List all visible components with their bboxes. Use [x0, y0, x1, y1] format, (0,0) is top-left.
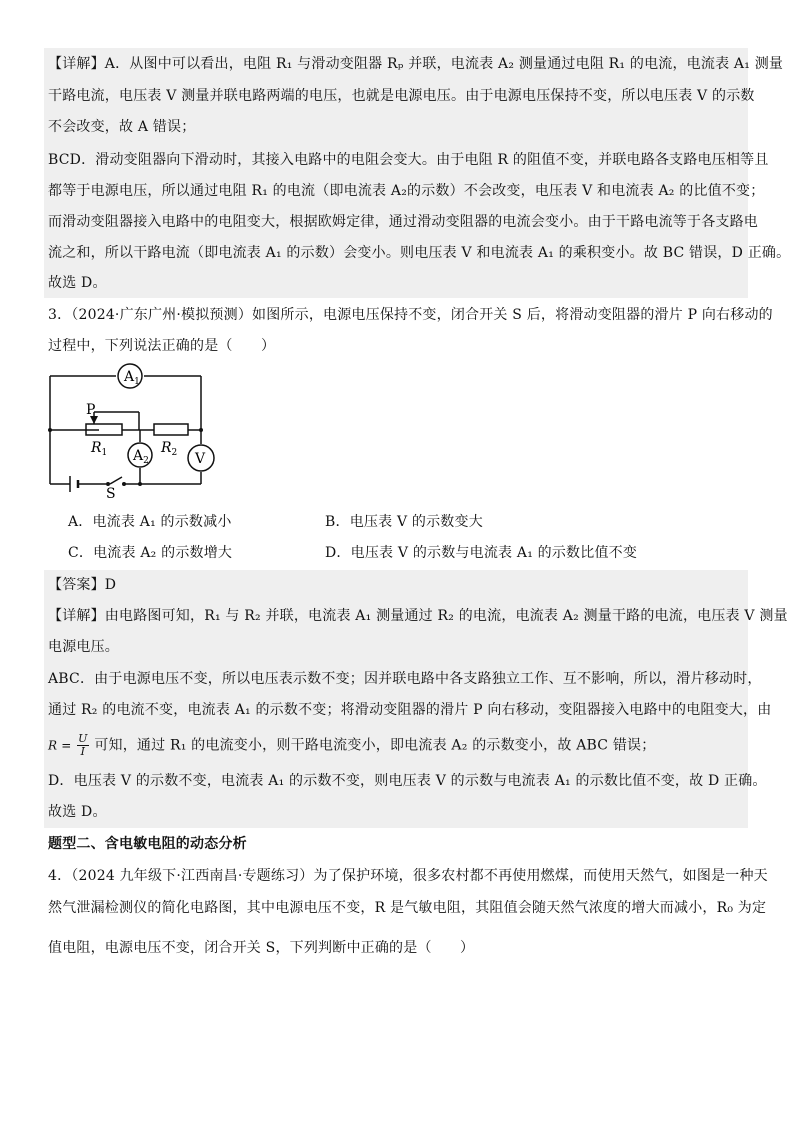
- q4-stem-line: 然气泄漏检测仪的简化电路图，其中电源电压不变，R 是气敏电阻，其阻值会随天然气浓度的增大而减小，R₀ 为定: [48, 900, 767, 916]
- q2-explain-line: 流之和，所以干路电流（即电流表 A₁ 的示数）会变小。则电压表 V 和电流表 A₁ 的乘积变小。故 BC 错误，D 正确。: [48, 245, 791, 261]
- formula-rest: 可知，通过 R₁ 的电流变小，则干路电流变小，即电流表 A₂ 的示数变小，故 ABC 错误；: [94, 737, 656, 754]
- q3-stem-line: 3．（2024·广东广州·模拟预测）如图所示，电源电压保持不变，闭合开关 S 后，将滑动变阻器的滑片 P 向右移动的: [48, 307, 773, 323]
- q3-circuit-diagram: [44, 360, 224, 500]
- q3-stem-line: 过程中，下列说法正确的是（ ）: [48, 338, 276, 354]
- resistor-r2: [154, 424, 188, 435]
- q3-explain-line: D．电压表 V 的示数不变，电流表 A₁ 的示数不变，则电压表 V 的示数与电流表 A₁ 的示数比值不变，故 D 正确。: [48, 773, 767, 789]
- option-c: C．电流表 A₂ 的示数增大: [68, 545, 233, 561]
- a1-label: $A_1$: [124, 369, 140, 387]
- q2-explain-line: 都等于电源电压，所以通过电阻 R₁ 的电流（即电流表 A₂的示数）不会改变，电压表 V 和电流表 A₂ 的比值不变；: [48, 183, 765, 199]
- q4-stem-line: 值电阻，电源电压不变，闭合开关 S，下列判断中正确的是（ ）: [48, 940, 475, 956]
- q2-explain-line: 故选 D。: [48, 275, 107, 291]
- r1-label: $R_1$: [91, 440, 108, 458]
- option-a: A．电流表 A₁ 的示数减小: [68, 514, 232, 530]
- q2-explain-line: 而滑动变阻器接入电路中的电阻变大，根据欧姆定律，通过滑动变阻器的电流会变小。由于干路电流等于各支路电: [48, 214, 758, 230]
- q3-explain-line: 通过 R₂ 的电流不变，电流表 A₁ 的示数不变；将滑动变阻器的滑片 P 向右移动，变阻器接入电路中的电阻变大，由: [48, 702, 772, 718]
- option-b: B．电压表 V 的示数变大: [325, 514, 483, 530]
- q2-explain-line: BCD．滑动变阻器向下滑动时，其接入电路中的电阻会变大。由于电阻 R 的阻值不变，并联电路各支路电压相等且: [48, 152, 769, 168]
- q2-explain-line: 【详解】A．从图中可以看出，电阻 R₁ 与滑动变阻器 Rₚ 并联，电流表 A₂ 测量通过电阻 R₁ 的电流，电流表 A₁ 测量: [48, 56, 784, 72]
- q3-explain-line: ABC．由于电源电压不变，所以电压表示数不变；因并联电路中各支路独立工作、互不影响，所以，滑片移动时，: [48, 671, 762, 687]
- q3-explain-line: 电源电压。: [48, 639, 119, 655]
- r2-label: $R_2$: [161, 440, 178, 458]
- q2-explain-line: 不会改变，故 A 错误；: [48, 119, 196, 135]
- section-title: 题型二、含电敏电阻的动态分析: [48, 836, 247, 852]
- q3-explain-line: 故选 D。: [48, 804, 107, 820]
- formula-fraction: $\frac{U}{I}$: [78, 732, 88, 758]
- q4-stem-line: 4．（2024 九年级下·江西南昌·专题练习）为了保护环境，很多农村都不再使用燃煤，而使用天然气，如图是一种天: [48, 868, 768, 884]
- option-d: D．电压表 V 的示数与电流表 A₁ 的示数比值不变: [325, 545, 638, 561]
- s-label: S: [106, 486, 116, 500]
- q3-answer: 【答案】D: [48, 577, 117, 593]
- q2-explain-line: 干路电流，电压表 V 测量并联电路两端的电压，也就是电源电压。由于电源电压保持不变，所以电压表 V 的示数: [48, 88, 755, 104]
- formula-lhs: R =: [48, 738, 72, 753]
- p-label: P: [86, 402, 96, 418]
- a2-label: $A_2$: [133, 448, 149, 466]
- q3-explain-line: 【详解】由电路图可知，R₁ 与 R₂ 并联，电流表 A₁ 测量通过 R₂ 的电流，电流表 A₂ 测量干路的电流，电压表 V 测量: [48, 608, 788, 624]
- v-label: V: [195, 451, 206, 467]
- q3-formula-line: [48, 733, 655, 758]
